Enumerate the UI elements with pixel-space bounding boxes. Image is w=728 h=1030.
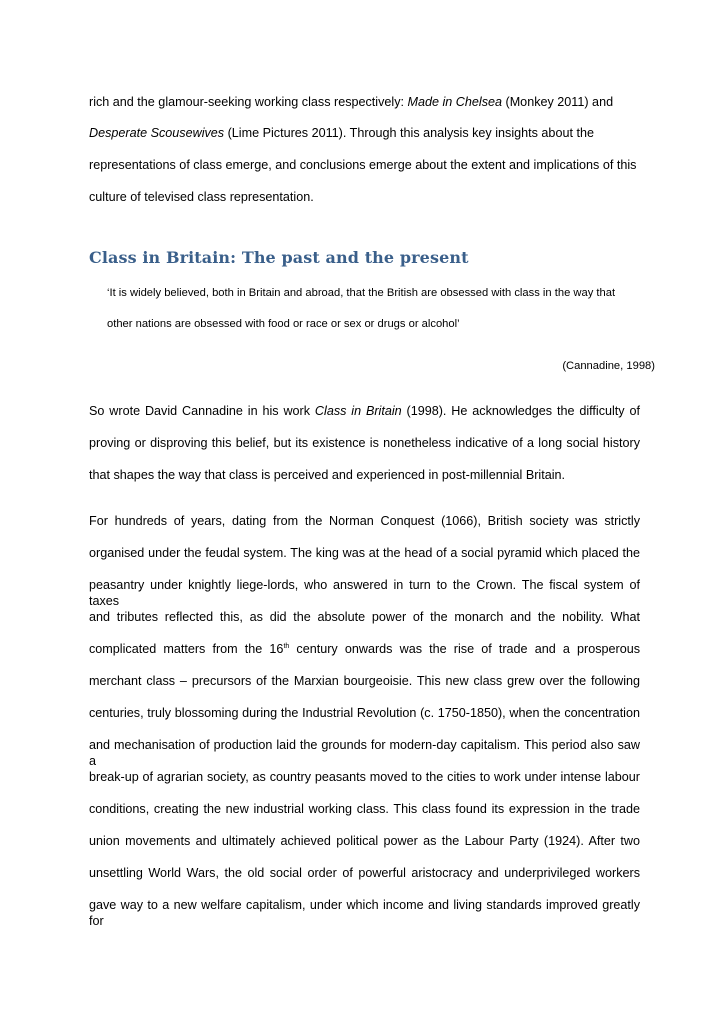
- para2-line-7: centuries, truly blossoming during the Industrial Revolution (c. 1750-1850), when the concentration: [89, 706, 640, 720]
- intro-text: culture of televised class representation.: [89, 190, 314, 204]
- para2-line-4: and tributes reflected this, as did the absolute power of the monarch and the nobility. What: [89, 610, 640, 624]
- para2-line-3: peasantry under knightly liege-lords, who answered in turn to the Crown. The fiscal system of taxes: [89, 578, 640, 608]
- para2-line-6: merchant class – precursors of the Marxian bourgeoisie. This new class grew over the following: [89, 674, 640, 688]
- para1-line-3: that shapes the way that class is perceived and experienced in post-millennial Britain.: [89, 468, 566, 482]
- show-title-made-in-chelsea: Made in Chelsea: [407, 95, 502, 109]
- intro-text: representations of class emerge, and conclusions emerge about the extent and implications of this: [89, 158, 637, 172]
- para2-line-8: and mechanisation of production laid the grounds for modern-day capitalism. This period also saw a: [89, 738, 640, 768]
- para-text: complicated matters from the 16: [89, 642, 284, 656]
- superscript: th: [283, 642, 290, 650]
- book-title-class-in-britain: Class in Britain: [314, 404, 402, 418]
- intro-line-1: [89, 94, 613, 110]
- intro-text: rich and the glamour-seeking working class respectively:: [89, 95, 408, 109]
- para-text: (1998). He acknowledges the difficulty of: [401, 404, 640, 418]
- section-heading: Class in Britain: The past and the present: [89, 248, 469, 267]
- para2-line-9: break-up of agrarian society, as country peasants moved to the cities to work under intense labour: [89, 770, 640, 784]
- show-title-desperate-scousewives: Desperate Scousewives: [89, 126, 225, 140]
- para2-line-2: organised under the feudal system. The king was at the head of a social pyramid which placed the: [89, 546, 640, 560]
- para1-line-2: proving or disproving this belief, but its existence is nonetheless indicative of a long social history: [89, 436, 640, 450]
- intro-text: (Lime Pictures 2011). Through this analysis key insights about the: [224, 126, 594, 140]
- block-quote-line-2: other nations are obsessed with food or race or sex or drugs or alcohol’: [107, 318, 460, 330]
- para-text: century onwards was the rise of trade and a prosperous: [289, 642, 640, 656]
- para2-line-5: [89, 641, 640, 657]
- para2-line-13: gave way to a new welfare capitalism, under which income and living standards improved greatly for: [89, 898, 640, 928]
- intro-line-4: [89, 189, 314, 205]
- quote-citation: (Cannadine, 1998): [562, 360, 655, 372]
- intro-text: (Monkey 2011) and: [502, 95, 614, 109]
- block-quote-line-1: ‘It is widely believed, both in Britain and abroad, that the British are obsessed with class in the way that: [107, 287, 616, 299]
- para-text: So wrote David Cannadine in his work: [89, 404, 315, 418]
- intro-line-3: [89, 157, 636, 173]
- intro-line-2: [89, 125, 594, 141]
- para2-line-1: For hundreds of years, dating from the Norman Conquest (1066), British society was strictly: [89, 514, 640, 528]
- para1-line-1: [89, 403, 640, 419]
- para2-line-12: unsettling World Wars, the old social order of powerful aristocracy and underprivileged workers: [89, 866, 640, 880]
- para2-line-11: union movements and ultimately achieved political power as the Labour Party (1924). After two: [89, 834, 640, 848]
- para2-line-10: conditions, creating the new industrial working class. This class found its expression in the trade: [89, 802, 640, 816]
